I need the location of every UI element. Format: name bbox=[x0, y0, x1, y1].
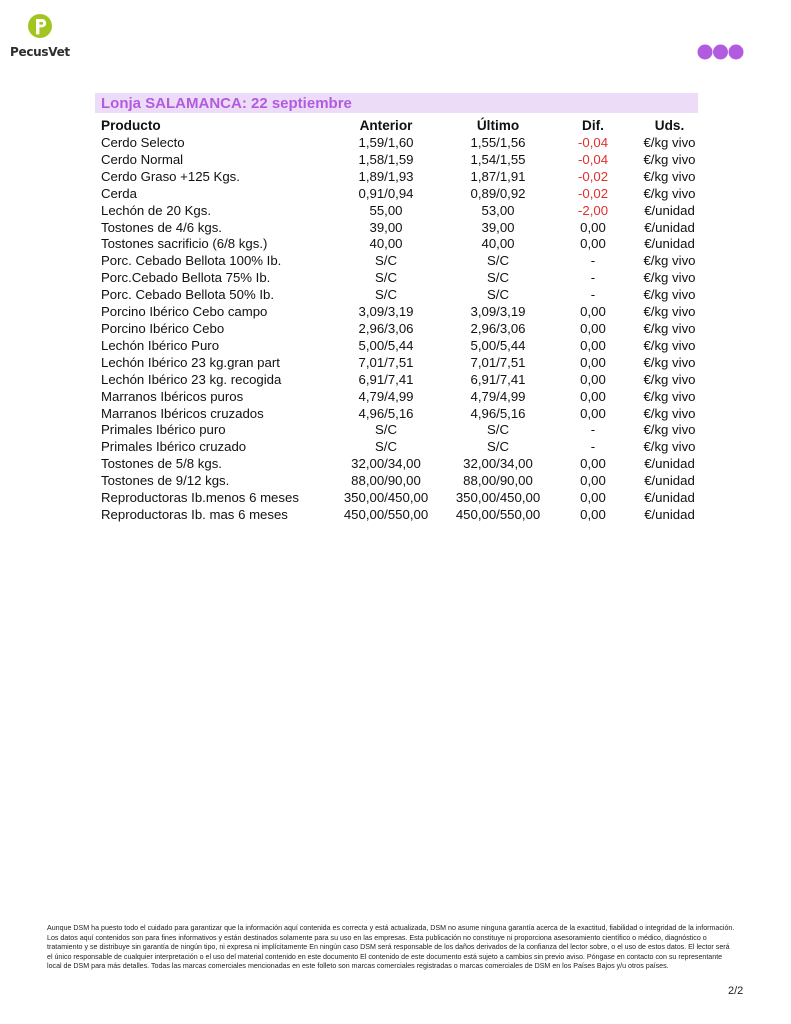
cell-anterior: 350,00/450,00 bbox=[343, 490, 429, 506]
cell-uds: €/kg vivo bbox=[643, 405, 696, 421]
table-row bbox=[95, 507, 704, 524]
cell-anterior: 1,58/1,59 bbox=[358, 151, 414, 167]
column-header-anterior: Anterior bbox=[359, 117, 413, 133]
cell-dif: -0,04 bbox=[577, 151, 609, 167]
cell-ultimo: 4,96/5,16 bbox=[470, 405, 526, 421]
cell-dif: -0,02 bbox=[577, 185, 609, 201]
cell-producto: Porcino Ibérico Cebo campo bbox=[101, 304, 268, 320]
cell-dif: 0,00 bbox=[580, 354, 606, 370]
table-row bbox=[95, 490, 704, 507]
cell-anterior: 0,91/0,94 bbox=[358, 185, 414, 201]
cell-uds: €/unidad bbox=[644, 236, 695, 252]
cell-ultimo: 2,96/3,06 bbox=[470, 320, 526, 336]
cell-producto: Lechón Ibérico 23 kg. recogida bbox=[101, 371, 282, 387]
table-row bbox=[95, 220, 704, 237]
cell-uds: €/unidad bbox=[644, 219, 695, 235]
cell-ultimo: 450,00/550,00 bbox=[455, 506, 541, 522]
cell-ultimo: 53,00 bbox=[481, 202, 515, 218]
cell-uds: €/kg vivo bbox=[643, 371, 696, 387]
price-table bbox=[95, 117, 704, 524]
cell-dif: - bbox=[590, 439, 596, 455]
table-row bbox=[95, 236, 704, 253]
cell-ultimo: 4,79/4,99 bbox=[470, 388, 526, 404]
cell-dif: 0,00 bbox=[580, 219, 606, 235]
cell-anterior: 4,79/4,99 bbox=[358, 388, 414, 404]
cell-uds: €/kg vivo bbox=[643, 354, 696, 370]
table-row bbox=[95, 270, 704, 287]
cell-anterior: 2,96/3,06 bbox=[358, 320, 414, 336]
table-row bbox=[95, 203, 704, 220]
cell-anterior: 32,00/34,00 bbox=[351, 456, 421, 472]
price-table-body bbox=[95, 135, 704, 524]
cell-uds: €/kg vivo bbox=[643, 287, 696, 303]
table-row bbox=[95, 406, 704, 423]
cell-anterior: 4,96/5,16 bbox=[358, 405, 414, 421]
table-row bbox=[95, 338, 704, 355]
cell-ultimo: 1,87/1,91 bbox=[470, 168, 526, 184]
cell-producto: Porc. Cebado Bellota 100% Ib. bbox=[101, 253, 282, 269]
decorative-dots-icon bbox=[697, 43, 745, 61]
cell-producto: Tostones de 4/6 kgs. bbox=[101, 219, 222, 235]
cell-dif: -0,04 bbox=[577, 135, 609, 150]
cell-producto: Cerda bbox=[101, 185, 137, 201]
cell-dif: 0,00 bbox=[580, 320, 606, 336]
cell-producto: Cerdo Graso +125 Kgs. bbox=[101, 168, 240, 184]
cell-producto: Cerdo Normal bbox=[101, 151, 184, 167]
table-row bbox=[95, 389, 704, 406]
cell-producto: Marranos Ibéricos cruzados bbox=[101, 405, 264, 421]
cell-uds: €/kg vivo bbox=[643, 439, 696, 455]
cell-dif: 0,00 bbox=[580, 405, 606, 421]
cell-uds: €/unidad bbox=[644, 456, 695, 472]
table-row bbox=[95, 473, 704, 490]
cell-anterior: 5,00/5,44 bbox=[358, 337, 414, 353]
cell-producto: Lechón Ibérico 23 kg.gran part bbox=[101, 354, 280, 370]
cell-ultimo: S/C bbox=[487, 422, 509, 438]
cell-dif: 0,00 bbox=[580, 506, 606, 522]
cell-producto: Tostones sacrificio (6/8 kgs.) bbox=[101, 236, 268, 252]
cell-uds: €/kg vivo bbox=[643, 388, 696, 404]
cell-dif: 0,00 bbox=[580, 304, 606, 320]
cell-ultimo: 1,54/1,55 bbox=[470, 151, 526, 167]
table-row bbox=[95, 355, 704, 372]
column-header-producto: Producto bbox=[101, 117, 161, 133]
cell-dif: - bbox=[590, 270, 596, 286]
cell-uds: €/kg vivo bbox=[643, 304, 696, 320]
cell-producto: Tostones de 5/8 kgs. bbox=[101, 456, 222, 472]
cell-ultimo: 40,00 bbox=[481, 236, 515, 252]
cell-dif: - bbox=[590, 422, 596, 438]
cell-anterior: 55,00 bbox=[369, 202, 403, 218]
cell-producto: Reproductoras Ib.menos 6 meses bbox=[101, 490, 299, 506]
table-row bbox=[95, 253, 704, 270]
table-row bbox=[95, 169, 704, 186]
cell-ultimo: 350,00/450,00 bbox=[455, 490, 541, 506]
cell-uds: €/kg vivo bbox=[643, 168, 696, 184]
cell-producto: Porc.Cebado Bellota 75% Ib. bbox=[101, 270, 271, 286]
cell-dif: 0,00 bbox=[580, 371, 606, 387]
cell-producto: Reproductoras Ib. mas 6 meses bbox=[101, 506, 288, 522]
cell-anterior: 40,00 bbox=[369, 236, 403, 252]
cell-ultimo: S/C bbox=[487, 287, 509, 303]
table-row bbox=[95, 152, 704, 169]
cell-anterior: 3,09/3,19 bbox=[358, 304, 414, 320]
table-row bbox=[95, 439, 704, 456]
cell-dif: -0,02 bbox=[577, 168, 609, 184]
brand-name: PecusVet bbox=[10, 45, 70, 59]
cell-producto: Marranos Ibéricos puros bbox=[101, 388, 244, 404]
cell-uds: €/unidad bbox=[644, 506, 695, 522]
cell-anterior: S/C bbox=[375, 287, 397, 303]
cell-anterior: S/C bbox=[375, 422, 397, 438]
cell-dif: 0,00 bbox=[580, 490, 606, 506]
cell-uds: €/kg vivo bbox=[643, 185, 696, 201]
cell-producto: Tostones de 9/12 kgs. bbox=[101, 473, 230, 489]
cell-anterior: S/C bbox=[375, 253, 397, 269]
pecusvet-logo-icon bbox=[27, 14, 57, 44]
table-row bbox=[95, 287, 704, 304]
table-row bbox=[95, 422, 704, 439]
cell-producto: Porcino Ibérico Cebo bbox=[101, 320, 225, 336]
cell-ultimo: 0,89/0,92 bbox=[470, 185, 526, 201]
column-header-dif: Dif. bbox=[582, 117, 604, 133]
cell-anterior: S/C bbox=[375, 439, 397, 455]
column-header-ultimo: Último bbox=[476, 117, 520, 133]
cell-dif: 0,00 bbox=[580, 473, 606, 489]
table-row bbox=[95, 135, 704, 152]
cell-producto: Lechón Ibérico Puro bbox=[101, 337, 220, 353]
page-number: 2/2 bbox=[728, 985, 744, 997]
cell-anterior: 1,59/1,60 bbox=[358, 135, 414, 150]
cell-anterior: 39,00 bbox=[369, 219, 403, 235]
cell-anterior: S/C bbox=[375, 270, 397, 286]
cell-producto: Cerdo Selecto bbox=[101, 135, 185, 150]
cell-uds: €/kg vivo bbox=[643, 422, 696, 438]
cell-uds: €/kg vivo bbox=[643, 270, 696, 286]
cell-anterior: 1,89/1,93 bbox=[358, 168, 414, 184]
cell-uds: €/kg vivo bbox=[643, 320, 696, 336]
table-row bbox=[95, 304, 704, 321]
table-header-row bbox=[95, 117, 704, 135]
cell-ultimo: 39,00 bbox=[481, 219, 515, 235]
cell-uds: €/unidad bbox=[644, 490, 695, 506]
cell-dif: -2,00 bbox=[577, 202, 609, 218]
cell-producto: Lechón de 20 Kgs. bbox=[101, 202, 211, 218]
cell-ultimo: S/C bbox=[487, 270, 509, 286]
cell-uds: €/kg vivo bbox=[643, 337, 696, 353]
cell-uds: €/unidad bbox=[644, 473, 695, 489]
cell-producto: Porc. Cebado Bellota 50% Ib. bbox=[101, 287, 275, 303]
cell-ultimo: 3,09/3,19 bbox=[470, 304, 526, 320]
cell-producto: Primales Ibérico cruzado bbox=[101, 439, 247, 455]
cell-uds: €/kg vivo bbox=[643, 135, 696, 150]
cell-ultimo: S/C bbox=[487, 253, 509, 269]
cell-ultimo: 88,00/90,00 bbox=[463, 473, 533, 489]
cell-ultimo: 5,00/5,44 bbox=[470, 337, 526, 353]
cell-ultimo: S/C bbox=[487, 439, 509, 455]
cell-anterior: 7,01/7,51 bbox=[358, 354, 414, 370]
cell-anterior: 6,91/7,41 bbox=[358, 371, 414, 387]
table-row bbox=[95, 372, 704, 389]
table-row bbox=[95, 321, 704, 338]
table-row bbox=[95, 186, 704, 203]
cell-dif: 0,00 bbox=[580, 236, 606, 252]
section-title: Lonja SALAMANCA: 22 septiembre bbox=[95, 93, 698, 113]
cell-uds: €/kg vivo bbox=[643, 151, 696, 167]
cell-dif: - bbox=[590, 287, 596, 303]
cell-dif: 0,00 bbox=[580, 337, 606, 353]
cell-dif: 0,00 bbox=[580, 456, 606, 472]
cell-ultimo: 7,01/7,51 bbox=[470, 354, 526, 370]
table-row bbox=[95, 456, 704, 473]
cell-anterior: 88,00/90,00 bbox=[351, 473, 421, 489]
pecusvet-logo bbox=[10, 14, 80, 64]
cell-uds: €/kg vivo bbox=[643, 253, 696, 269]
cell-ultimo: 6,91/7,41 bbox=[470, 371, 526, 387]
cell-dif: - bbox=[590, 253, 596, 269]
cell-dif: 0,00 bbox=[580, 388, 606, 404]
cell-ultimo: 1,55/1,56 bbox=[470, 135, 526, 150]
disclaimer-text: Aunque DSM ha puesto todo el cuidado para garantizar que la información aquí contenida es correcta y está actualizada, DSM no asume ninguna garantía acerca de la exactitud, fiabilidad o integridad de la información. Los datos aquí contenidos son para fines informativos y están destinados solamente para su uso en las empresas. Esta publicación no constituye ni proporciona asesoramiento científico o médico, diagnóstico o tratamiento y se distribuye sin garantía de ningún tipo, ni expresa ni implícitamente En ningún caso DSM será responsable de los daños derivados de la confianza del lector sobre, o el uso de estos datos. El lector será el único responsable de cualquier interpretación o el uso del material contenido en este documento El contenido de este documento está sujeto a cambios sin previo aviso. Póngase en contacto con su representante local de DSM para más detalles. Todas las marcas comerciales mencionadas en este folleto son marcas comerciales registradas o marcas comerciales de DSM en los Países Bajos y/u otros países. bbox=[47, 924, 735, 971]
column-header-uds: Uds. bbox=[654, 117, 685, 133]
cell-producto: Primales Ibérico puro bbox=[101, 422, 226, 438]
cell-uds: €/unidad bbox=[644, 202, 695, 218]
cell-anterior: 450,00/550,00 bbox=[343, 506, 429, 522]
cell-ultimo: 32,00/34,00 bbox=[463, 456, 533, 472]
